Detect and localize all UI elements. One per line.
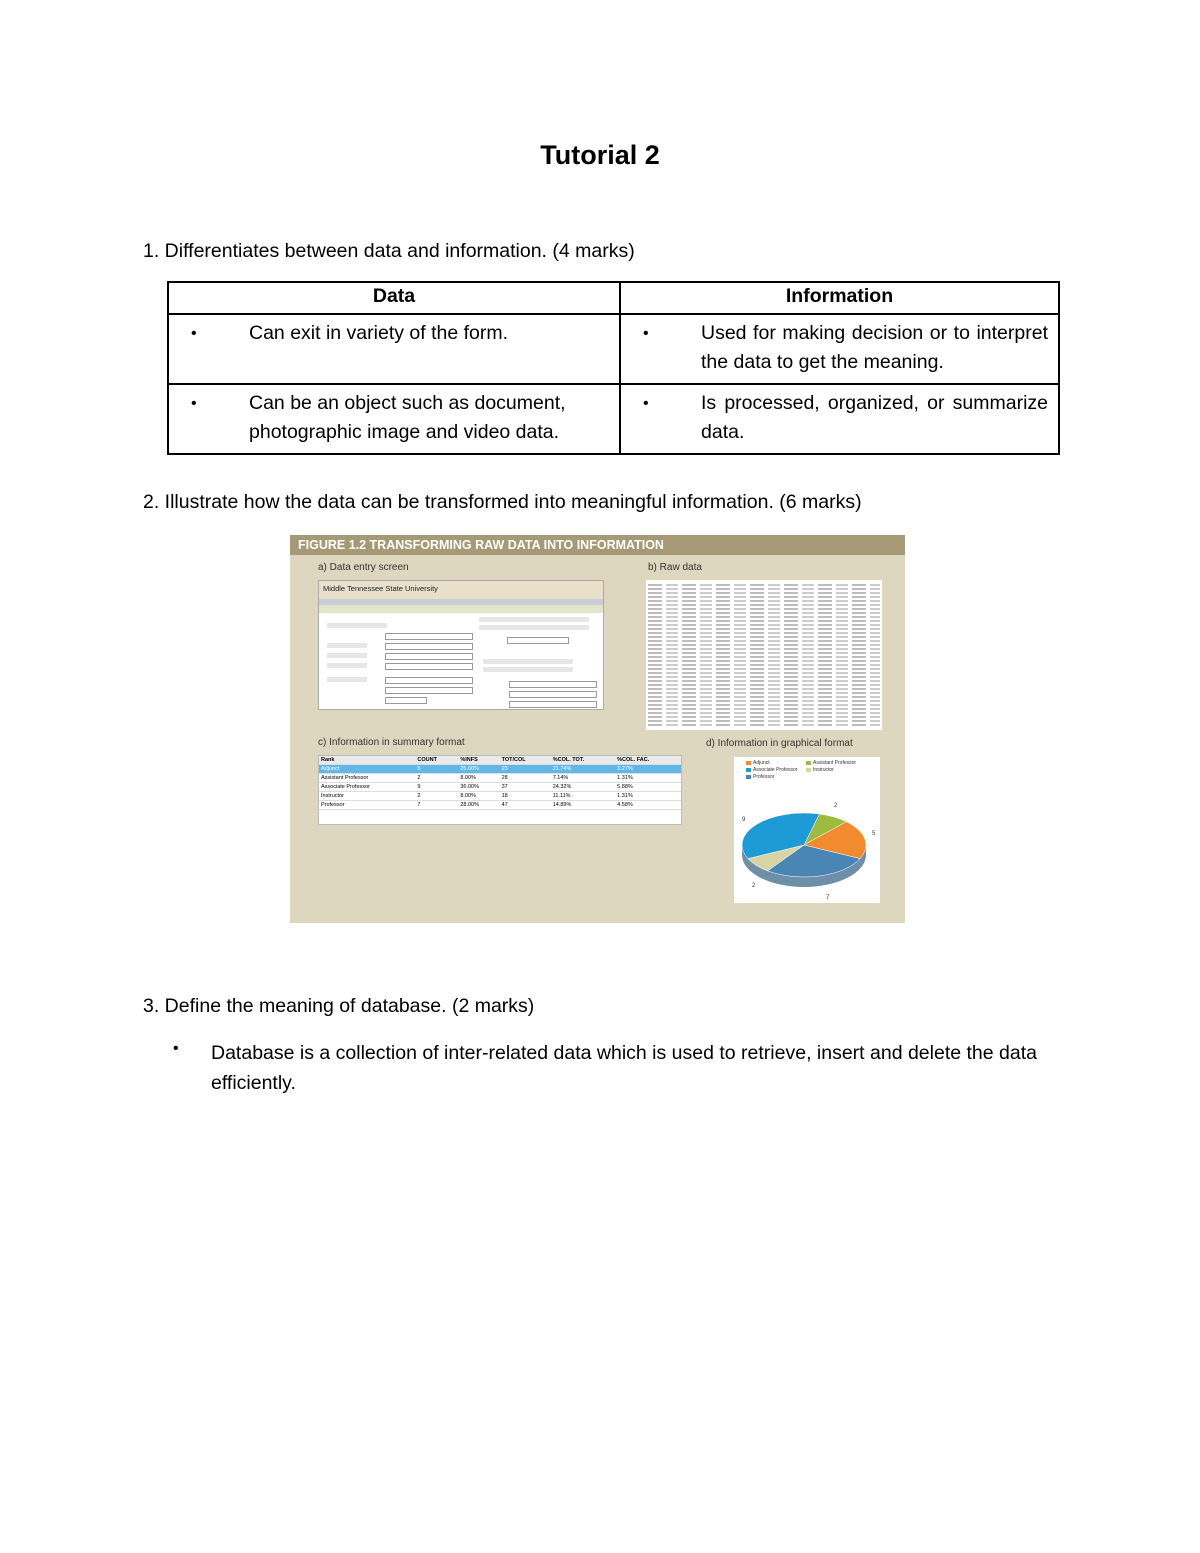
panel-a-label: a) Data entry screen: [318, 562, 409, 573]
question-2: 2. Illustrate how the data can be transformed into meaningful information. (6 marks): [143, 491, 862, 513]
raw-data-row: [648, 664, 880, 666]
raw-data-row: [648, 684, 880, 686]
raw-data-row: [648, 672, 880, 674]
data-vs-information-table: [167, 281, 1060, 455]
raw-data-row: [648, 616, 880, 618]
table-row: [168, 384, 1059, 454]
raw-data-row: [648, 636, 880, 638]
summary-row: Associate Professor 9 36.00% 37 24.32% 5.88%: [319, 783, 681, 792]
raw-data-row: [648, 720, 880, 722]
raw-data-row: [648, 648, 880, 650]
raw-data-row: [648, 656, 880, 658]
summary-header: %INFS: [458, 756, 499, 765]
raw-data-row: [648, 712, 880, 714]
raw-data-row: [648, 588, 880, 590]
raw-data-row: [648, 716, 880, 718]
table-header-information: Information: [620, 282, 1059, 314]
raw-data-row: [648, 596, 880, 598]
bullet-icon: •: [191, 325, 197, 342]
raw-data-row: [648, 624, 880, 626]
data-entry-screen: [318, 580, 604, 710]
pie-label: 5: [872, 831, 876, 837]
university-name: Middle Tennessee State University: [323, 584, 438, 593]
legend-item: Assistant Professor: [813, 760, 857, 766]
summary-row: Assistant Professor 2 8.00% 28 7.14% 1.31%: [319, 774, 681, 783]
raw-data-row: [648, 700, 880, 702]
raw-data-row: [648, 668, 880, 670]
panel-c-label: c) Information in summary format: [318, 737, 465, 748]
table-header-data: Data: [168, 282, 620, 314]
summary-table: [318, 755, 682, 825]
raw-data-row: [648, 708, 880, 710]
raw-data-row: [648, 676, 880, 678]
raw-data-table: [646, 580, 882, 730]
figure-transforming-data: [290, 535, 905, 923]
summary-row: Instructor 2 8.00% 18 11.11% 1.31%: [319, 792, 681, 801]
pie-chart: [734, 757, 880, 903]
summary-header: Rank: [319, 756, 415, 765]
pie-label: 2: [834, 803, 838, 809]
table-cell: Can be an object such as document, photographic image and video data.: [249, 392, 566, 443]
pie-label: 9: [742, 817, 746, 823]
raw-data-row: [648, 640, 880, 642]
pie-chart-panel: [734, 757, 880, 903]
raw-data-row: [648, 604, 880, 606]
summary-header: COUNT: [415, 756, 458, 765]
raw-data-row: [648, 696, 880, 698]
raw-data-row: [648, 612, 880, 614]
pie-label: 7: [826, 895, 830, 901]
figure-title: FIGURE 1.2 TRANSFORMING RAW DATA INTO INFORMATION: [290, 535, 905, 555]
legend-item: Adjunct: [753, 760, 770, 766]
raw-data-row: [648, 608, 880, 610]
bullet-icon: •: [191, 395, 197, 412]
raw-data-row: [648, 592, 880, 594]
raw-data-row: [648, 680, 880, 682]
raw-data-row: [648, 724, 880, 726]
panel-d-label: d) Information in graphical format: [706, 738, 853, 749]
raw-data-row: [648, 632, 880, 634]
raw-data-row: [648, 620, 880, 622]
table-cell: Can exit in variety of the form.: [249, 322, 509, 344]
summary-header: %COL. FAC.: [615, 756, 681, 765]
raw-data-row: [648, 652, 880, 654]
table-cell: Is processed, organized, or summarize data.: [701, 392, 1048, 443]
raw-data-row: [648, 688, 880, 690]
summary-header: TOT/COL: [500, 756, 551, 765]
pie-label: 2: [752, 883, 756, 889]
summary-row: Professor 7 28.00% 47 14.89% 4.58%: [319, 801, 681, 810]
bullet-icon: •: [643, 325, 649, 342]
answer-3: Database is a collection of inter-related data which is used to retrieve, insert and delete the data efficiently.: [211, 1042, 1037, 1094]
bullet-icon: •: [643, 395, 649, 412]
table-cell: Used for making decision or to interpret the data to get the meaning.: [701, 322, 1048, 373]
summary-row: Adjunct 5 25.00% 23 21.74% 3.27%: [319, 765, 681, 774]
summary-header: %COL. TOT.: [551, 756, 615, 765]
question-3: 3. Define the meaning of database. (2 marks): [143, 995, 535, 1017]
table-row: [168, 314, 1059, 384]
legend-item: Associate Professor: [753, 767, 798, 773]
panel-b-label: b) Raw data: [648, 562, 702, 573]
raw-data-row: [648, 644, 880, 646]
raw-data-row: [648, 584, 880, 586]
bullet-icon: •: [173, 1040, 179, 1057]
question-1: 1. Differentiates between data and information. (4 marks): [143, 240, 635, 262]
raw-data-row: [648, 600, 880, 602]
raw-data-row: [648, 628, 880, 630]
raw-data-row: [648, 704, 880, 706]
legend-item: Professor: [753, 774, 775, 780]
page-title: Tutorial 2: [540, 140, 660, 170]
raw-data-row: [648, 692, 880, 694]
legend-item: Instructor: [813, 767, 834, 773]
raw-data-row: [648, 660, 880, 662]
